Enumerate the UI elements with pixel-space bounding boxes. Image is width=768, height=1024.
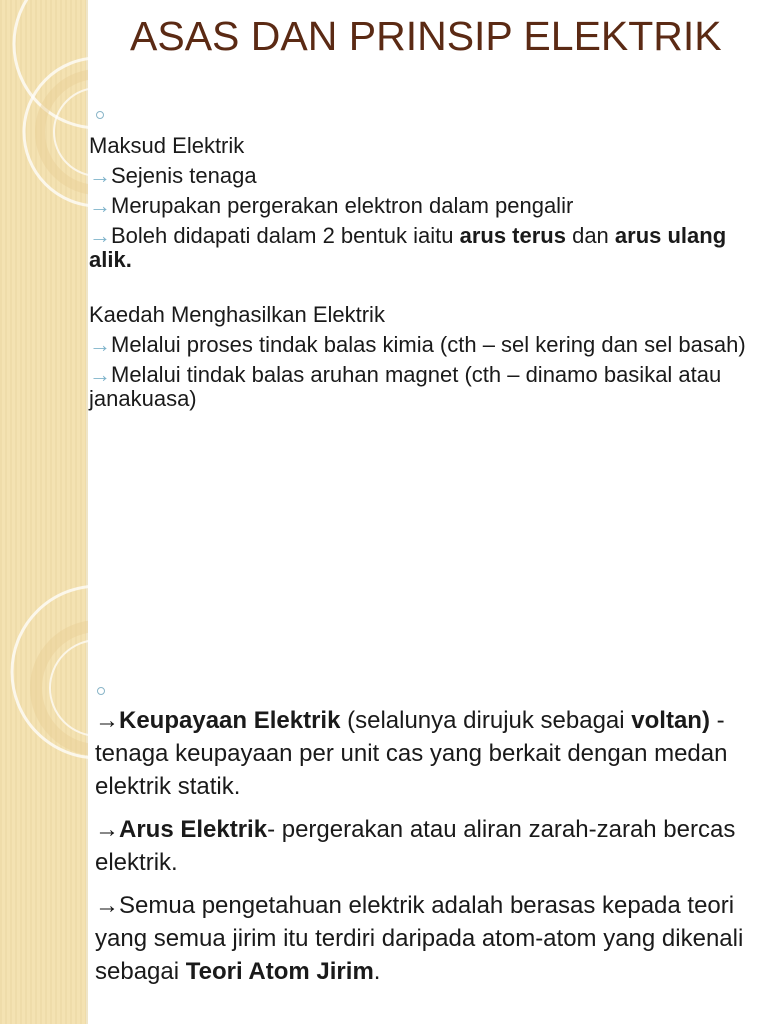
arrow-right-icon: → xyxy=(89,193,111,218)
bullet-item: →Melalui tindak balas aruhan magnet (cth – dinamo basikal atau janakuasa) xyxy=(89,362,722,411)
definition-item: →Semua pengetahuan elektrik adalah berasas kepada teori yang semua jirim itu terdiri daripada atom-atom yang dikenali sebagai Teori Atom Jirim. xyxy=(95,892,744,985)
definition-item: →Arus Elektrik- pergerakan atau aliran zarah-zarah bercas elektrik. xyxy=(95,816,736,876)
arrow-right-icon: → xyxy=(89,362,111,387)
bullet-item: →Melalui proses tindak balas kimia (cth – sel kering dan sel basah) xyxy=(89,332,746,357)
section-heading-kaedah: Kaedah Menghasilkan Elektrik xyxy=(89,302,385,327)
arrow-right-icon: → xyxy=(95,816,119,843)
slide-2-body xyxy=(95,704,745,998)
bold-term: Teori Atom Jirim xyxy=(185,958,374,985)
decor-dot xyxy=(96,111,104,119)
arrow-right-icon: → xyxy=(95,707,119,734)
bullet-item: →Merupakan pergerakan elektron dalam pengalir xyxy=(89,193,574,218)
arrow-right-icon: → xyxy=(89,332,111,357)
bold-term: arus terus xyxy=(459,223,566,248)
bold-term: arus ulang alik. xyxy=(89,223,727,272)
section-heading-maksud: Maksud Elektrik xyxy=(89,133,245,158)
arrow-right-icon: → xyxy=(89,163,111,188)
bold-term: Arus Elektrik xyxy=(119,816,268,843)
bullet-item: →Boleh didapati dalam 2 bentuk iaitu arus terus dan arus ulang alik. xyxy=(89,223,727,272)
decor-dot xyxy=(97,687,105,695)
definition-item: →Keupayaan Elektrik (selalunya dirujuk sebagai voltan) - tenaga keupayaan per unit cas yang berkait dengan medan elektrik statik. xyxy=(95,707,728,800)
arrow-right-icon: → xyxy=(89,223,111,248)
slide-title: ASAS DAN PRINSIP ELEKTRIK xyxy=(130,13,722,59)
spacer xyxy=(89,278,749,302)
slide-1-body xyxy=(89,133,749,417)
decorative-side-band xyxy=(0,0,88,512)
arrow-right-icon: → xyxy=(95,892,119,919)
bold-term: voltan) xyxy=(631,707,710,734)
bold-term: Keupayaan Elektrik xyxy=(119,707,341,734)
decorative-side-band xyxy=(0,512,88,1024)
slide-2 xyxy=(0,512,768,1024)
decorative-rings-icon xyxy=(0,512,88,1024)
decorative-rings-icon xyxy=(0,0,88,512)
bullet-item: →Sejenis tenaga xyxy=(89,163,257,188)
